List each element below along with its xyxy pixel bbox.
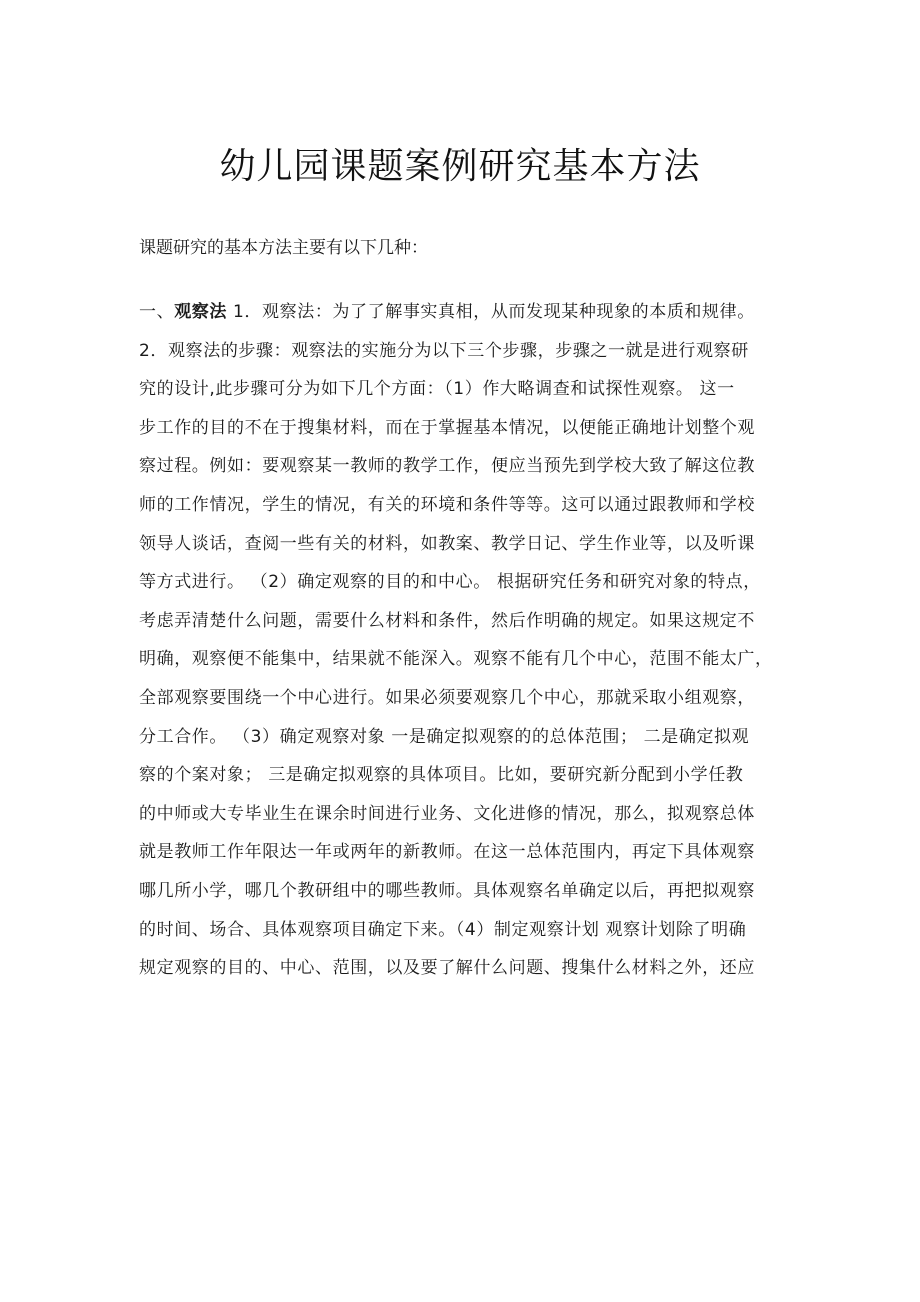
- intro-paragraph: 课题研究的基本方法主要有以下几种：: [139, 238, 428, 258]
- body-line: 规定观察的目的、中心、范围，以及要了解什么问题、搜集什么材料之外，还应: [139, 958, 755, 979]
- body-line: 步工作的目的不在于搜集材料，而在于掌握基本情况，以便能正确地计划整个观: [139, 417, 755, 438]
- section-heading: 观察法: [174, 302, 228, 322]
- body-line: 就是教师工作年限达一年或两年的新教师。在这一总体范围内，再定下具体观察: [139, 842, 755, 863]
- section-first-line-text: 1．观察法：为了了解事实真相，从而发现某种现象的本质和规律。: [227, 302, 755, 322]
- body-line: 的时间、场合、具体观察项目确定下来。（4）制定观察计划 观察计划除了明确: [139, 919, 747, 940]
- body-line: 考虑弄清楚什么问题，需要什么材料和条件，然后作明确的规定。如果这规定不: [139, 610, 755, 631]
- body-line: 2．观察法的步骤：观察法的实施分为以下三个步骤，步骤之一就是进行观察研: [139, 340, 749, 361]
- body-line: 全部观察要围绕一个中心进行。如果必须要观察几个中心，那就采取小组观察，: [139, 687, 755, 708]
- section-prefix: 一、: [139, 302, 175, 322]
- document-title: 幼儿园课题案例研究基本方法: [219, 146, 701, 187]
- body-line: 领导人谈话，查阅一些有关的材料，如教案、教学日记、学生作业等，以及听课: [139, 533, 755, 554]
- body-line: 究的设计,此步骤可分为如下几个方面：（1）作大略调查和试探性观察。 这一: [139, 379, 735, 400]
- body-line: 分工合作。 （3）确定观察对象 一是确定拟观察的的总体范围； 二是确定拟观: [139, 726, 750, 747]
- body-text: [139, 293, 799, 988]
- body-line: 察的个案对象； 三是确定拟观察的具体项目。比如，要研究新分配到小学任教: [139, 765, 744, 786]
- body-line: 的中师或大专毕业生在课余时间进行业务、文化进修的情况，那么，拟观察总体: [139, 803, 755, 824]
- section-first-line: [139, 293, 799, 332]
- body-line: 师的工作情况，学生的情况，有关的环境和条件等等。这可以通过跟教师和学校: [139, 494, 755, 515]
- body-line: 哪几所小学，哪几个教研组中的哪些教师。具体观察名单确定以后，再把拟观察: [139, 880, 755, 901]
- body-line: 察过程。例如：要观察某一教师的教学工作，便应当预先到学校大致了解这位教: [139, 456, 755, 477]
- body-line: 等方式进行。 （2）确定观察的目的和中心。 根据研究任务和研究对象的特点，: [139, 572, 761, 593]
- body-line: 明确，观察便不能集中，结果就不能深入。观察不能有几个中心，范围不能太广，: [139, 649, 773, 670]
